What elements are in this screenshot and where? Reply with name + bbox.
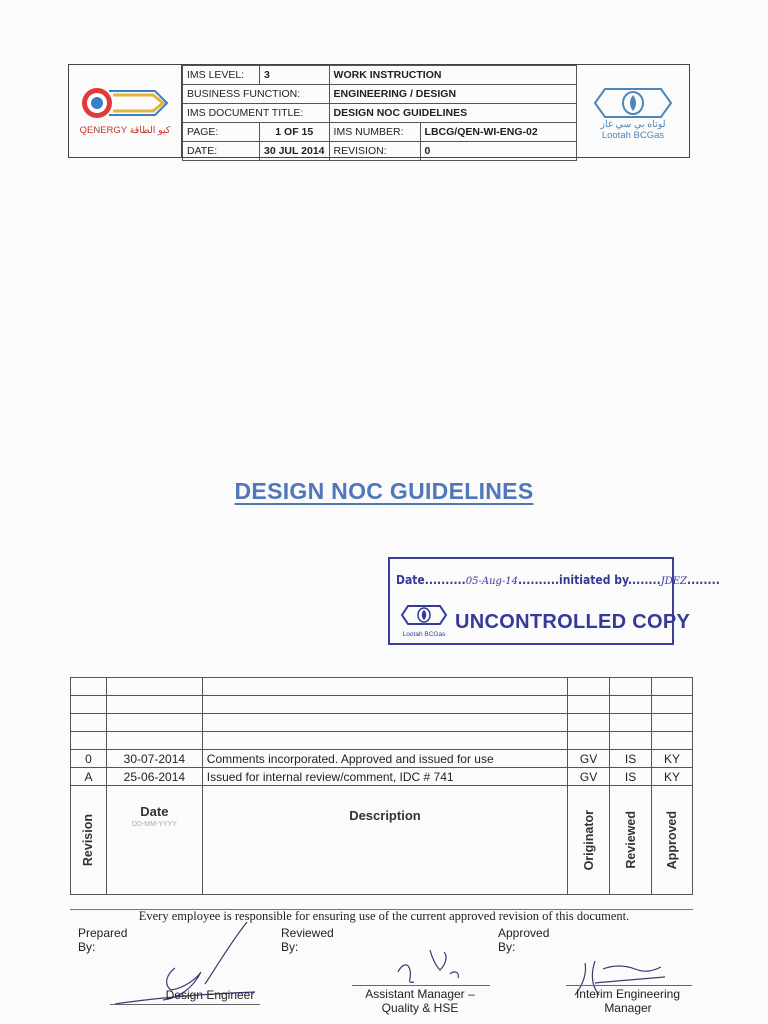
date-value: 30 JUL 2014 [260,142,330,161]
document-main-title: DESIGN NOC GUIDELINES [234,478,534,504]
table-row-empty [71,678,693,696]
cell-originator: GV [568,750,610,768]
approved-signature-line [566,985,692,986]
cell-originator: GV [568,768,610,786]
table-row-empty [71,732,693,750]
cell-reviewed: IS [610,750,652,768]
stamp-dots: .......... [518,573,560,587]
cell-revision: A [71,768,107,786]
header-revision-label: Revision [81,813,96,867]
header-reviewed-label: Reviewed [623,811,638,869]
date-label: DATE: [183,142,260,161]
ims-level-label: IMS LEVEL: [183,66,260,85]
header-originator-label: Originator [581,809,596,871]
ims-number-label: IMS NUMBER: [329,123,420,142]
cell-description: Comments incorporated. Approved and issued for use [202,750,567,768]
qenergy-caption: QENERGY كيو الطاقة [79,125,171,136]
stamp-date-line [396,573,720,587]
stamp-initiated-label: initiated by [559,573,628,587]
lootah-bcgas-logo [577,65,689,157]
approved-role: Interim Engineering Manager [575,987,681,1015]
revision-history-table [70,677,693,895]
cell-date: 30-07-2014 [106,750,202,768]
cell-revision: 0 [71,750,107,768]
stamp-date-handwritten: 05-Aug-14 [465,576,519,587]
header-date [106,786,202,895]
cell-description: Issued for internal review/comment, IDC # 741 [202,768,567,786]
lootah-bcgas-logo-icon [577,65,689,159]
table-row [71,750,693,768]
header-originator [568,786,610,895]
stamp-logo-caption: Lootah BCGas [402,631,446,638]
uncontrolled-copy-stamp [388,557,720,645]
document-title-label: IMS DOCUMENT TITLE: [183,104,330,123]
revision-label: REVISION: [329,142,420,161]
stamp-uncontrolled-text: UNCONTROLLED COPY [455,611,691,633]
prepared-signature-line [110,1004,260,1005]
table-header-row [71,786,693,895]
cell-date: 25-06-2014 [106,768,202,786]
header-reviewed [610,786,652,895]
cell-approved: KY [652,750,693,768]
lootah-caption: Lootah BCGas [601,130,665,141]
header-info-table [182,65,577,161]
header-date-format: DD-MM-YYYY [131,821,177,828]
stamp-dots: ........ [627,573,661,587]
ims-level-value: 3 [260,66,330,85]
cell-reviewed: IS [610,768,652,786]
stamp-logo-icon [398,601,450,631]
prepared-by-label: Prepared By: [78,926,128,954]
document-title-value: DESIGN NOC GUIDELINES [329,104,576,123]
page-value: 1 OF 15 [260,123,330,142]
document-type: WORK INSTRUCTION [329,66,576,85]
revision-value: 0 [420,142,576,161]
prepared-role: Design Engineer [165,988,255,1002]
table-row [71,768,693,786]
stamp-dots: .......... [424,573,466,587]
reviewed-signature-line [352,985,490,986]
business-function-label: BUSINESS FUNCTION: [183,85,330,104]
stamp-initiated-handwritten: JDEZ [660,576,687,587]
reviewed-role: Assistant Manager – Quality & HSE [365,987,475,1015]
page-label: PAGE: [183,123,260,142]
stamp-dots: ........ [687,573,720,587]
qenergy-logo [69,65,182,157]
header-approved-label: Approved [665,810,679,870]
qenergy-logo-icon [69,65,181,159]
lootah-arabic-caption: لوتاه بي سي غاز [600,119,666,130]
business-function-value: ENGINEERING / DESIGN [329,85,576,104]
table-row-empty [71,696,693,714]
stamp-date-label: Date [396,573,425,587]
header-date-label: Date [140,804,169,819]
table-row-empty [71,714,693,732]
ims-number-value: LBCG/QEN-WI-ENG-02 [420,123,576,142]
header-approved [652,786,693,895]
footer-note: Every employee is responsible for ensuring use of the current approved revision of this document. [138,909,630,923]
cell-approved: KY [652,768,693,786]
reviewed-by-label: Reviewed By: [281,926,334,954]
header-description: Description [202,786,567,895]
document-header [68,64,690,158]
header-revision [71,786,107,895]
approved-by-label: Approved By: [498,926,550,954]
